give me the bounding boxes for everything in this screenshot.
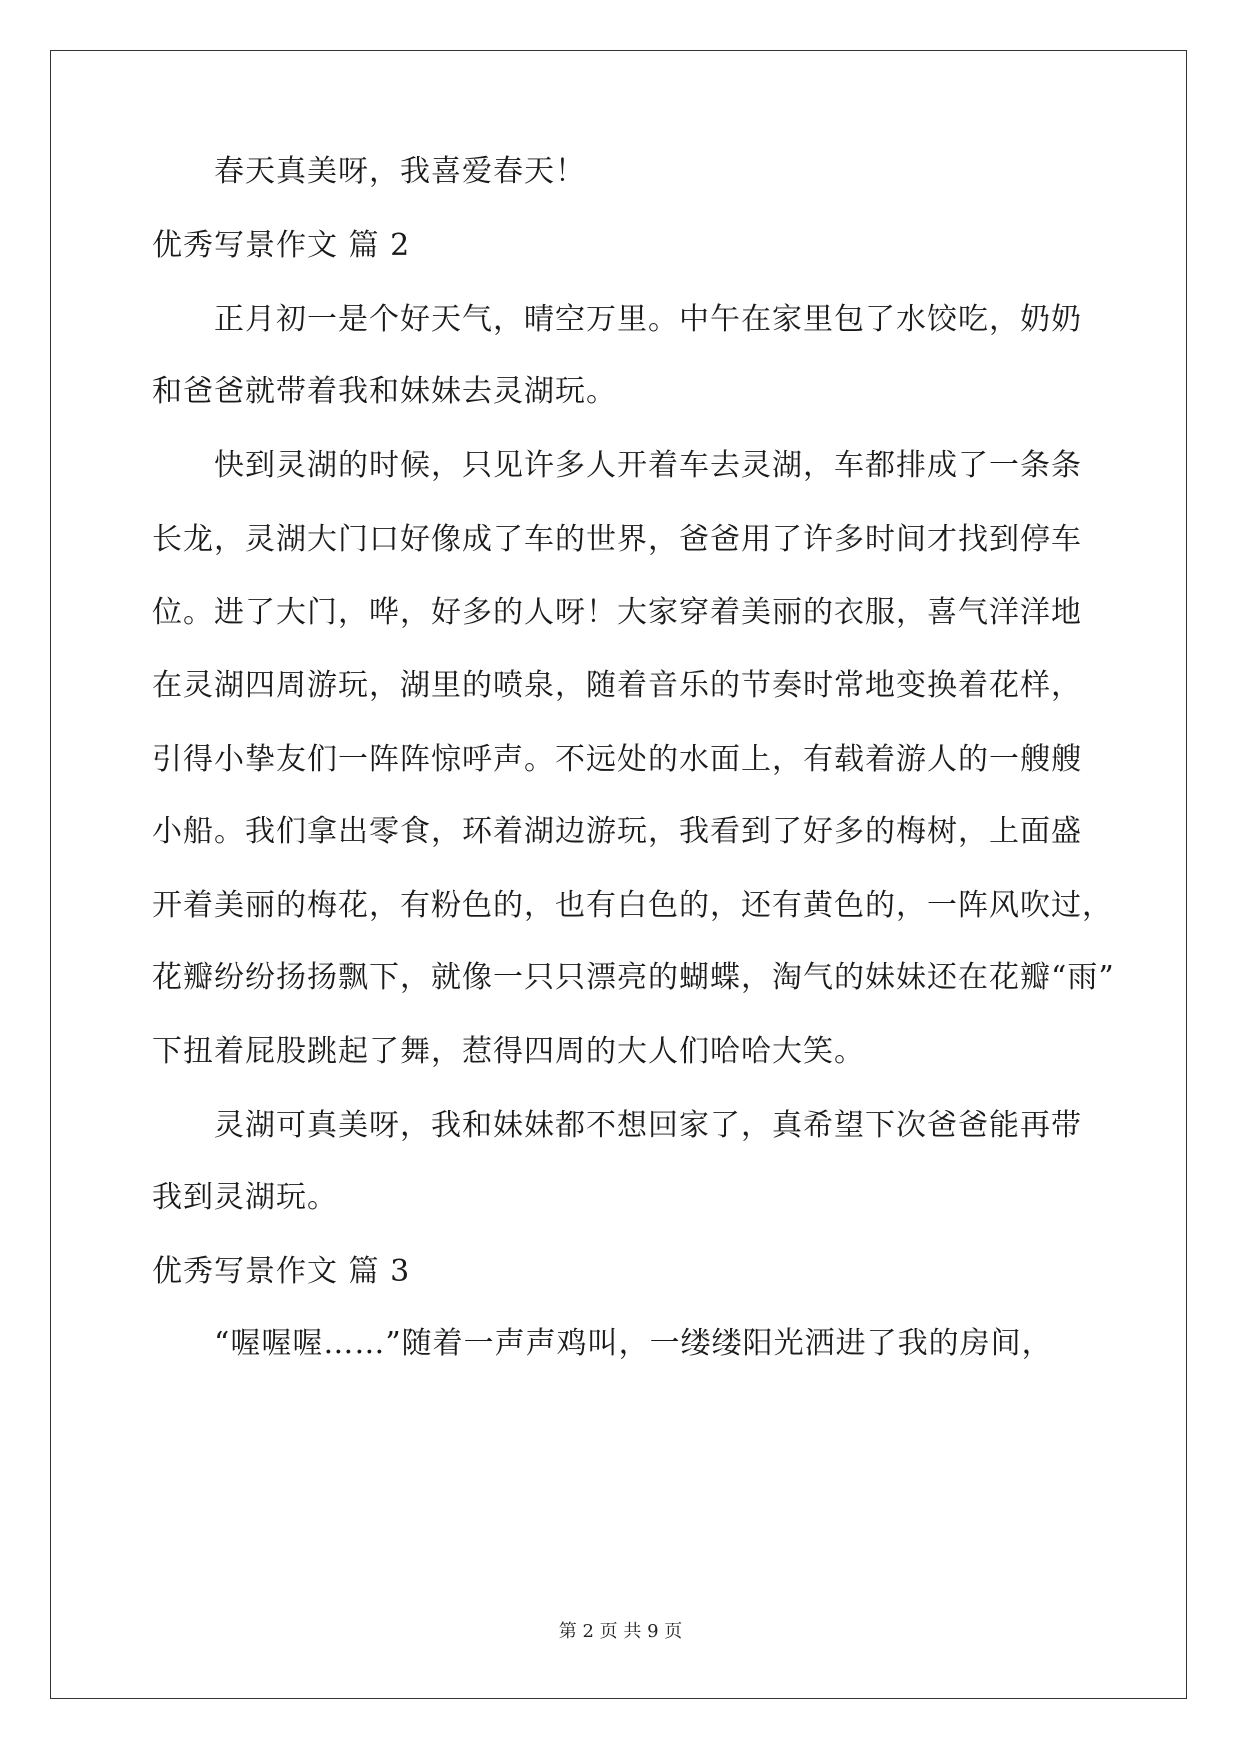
paragraph-line: “喔喔喔……”随着一声声鸡叫，一缕缕阳光洒进了我的房间， [214, 1326, 1053, 1361]
paragraph-line: 位。进了大门，哗，好多的人呀！大家穿着美丽的衣服，喜气洋洋地 [152, 595, 1082, 630]
paragraph-line: 和爸爸就带着我和妹妹去灵湖玩。 [152, 374, 617, 409]
paragraph-line: 长龙，灵湖大门口好像成了车的世界，爸爸用了许多时间才找到停车 [152, 522, 1082, 557]
paragraph-line: 下扭着屁股跳起了舞，惹得四周的大人们哈哈大笑。 [152, 1034, 865, 1069]
section-heading: 优秀写景作文 篇 2 [152, 228, 411, 263]
paragraph-line: 正月初一是个好天气，晴空万里。中午在家里包了水饺吃，奶奶 [214, 302, 1082, 337]
paragraph-line: 灵湖可真美呀，我和妹妹都不想回家了，真希望下次爸爸能再带 [214, 1108, 1082, 1143]
paragraph-line: 春天真美呀，我喜爱春天！ [214, 154, 586, 189]
page-footer: 第 2 页 共 9 页 [558, 1621, 683, 1642]
paragraph-line: 快到灵湖的时候，只见许多人开着车去灵湖，车都排成了一条条 [214, 448, 1082, 483]
paragraph-line: 花瓣纷纷扬扬飘下，就像一只只漂亮的蝴蝶，淘气的妹妹还在花瓣“雨” [152, 960, 1115, 995]
paragraph-line: 小船。我们拿出零食，环着湖边游玩，我看到了好多的梅树，上面盛 [152, 814, 1082, 849]
section-heading: 优秀写景作文 篇 3 [152, 1254, 411, 1289]
paragraph-line: 开着美丽的梅花，有粉色的，也有白色的，还有黄色的，一阵风吹过， [152, 888, 1113, 923]
page-frame [50, 50, 1187, 1699]
paragraph-line: 引得小挚友们一阵阵惊呼声。不远处的水面上，有载着游人的一艘艘 [152, 742, 1082, 777]
paragraph-line: 我到灵湖玩。 [152, 1180, 338, 1215]
paragraph-line: 在灵湖四周游玩，湖里的喷泉，随着音乐的节奏时常地变换着花样， [152, 668, 1082, 703]
